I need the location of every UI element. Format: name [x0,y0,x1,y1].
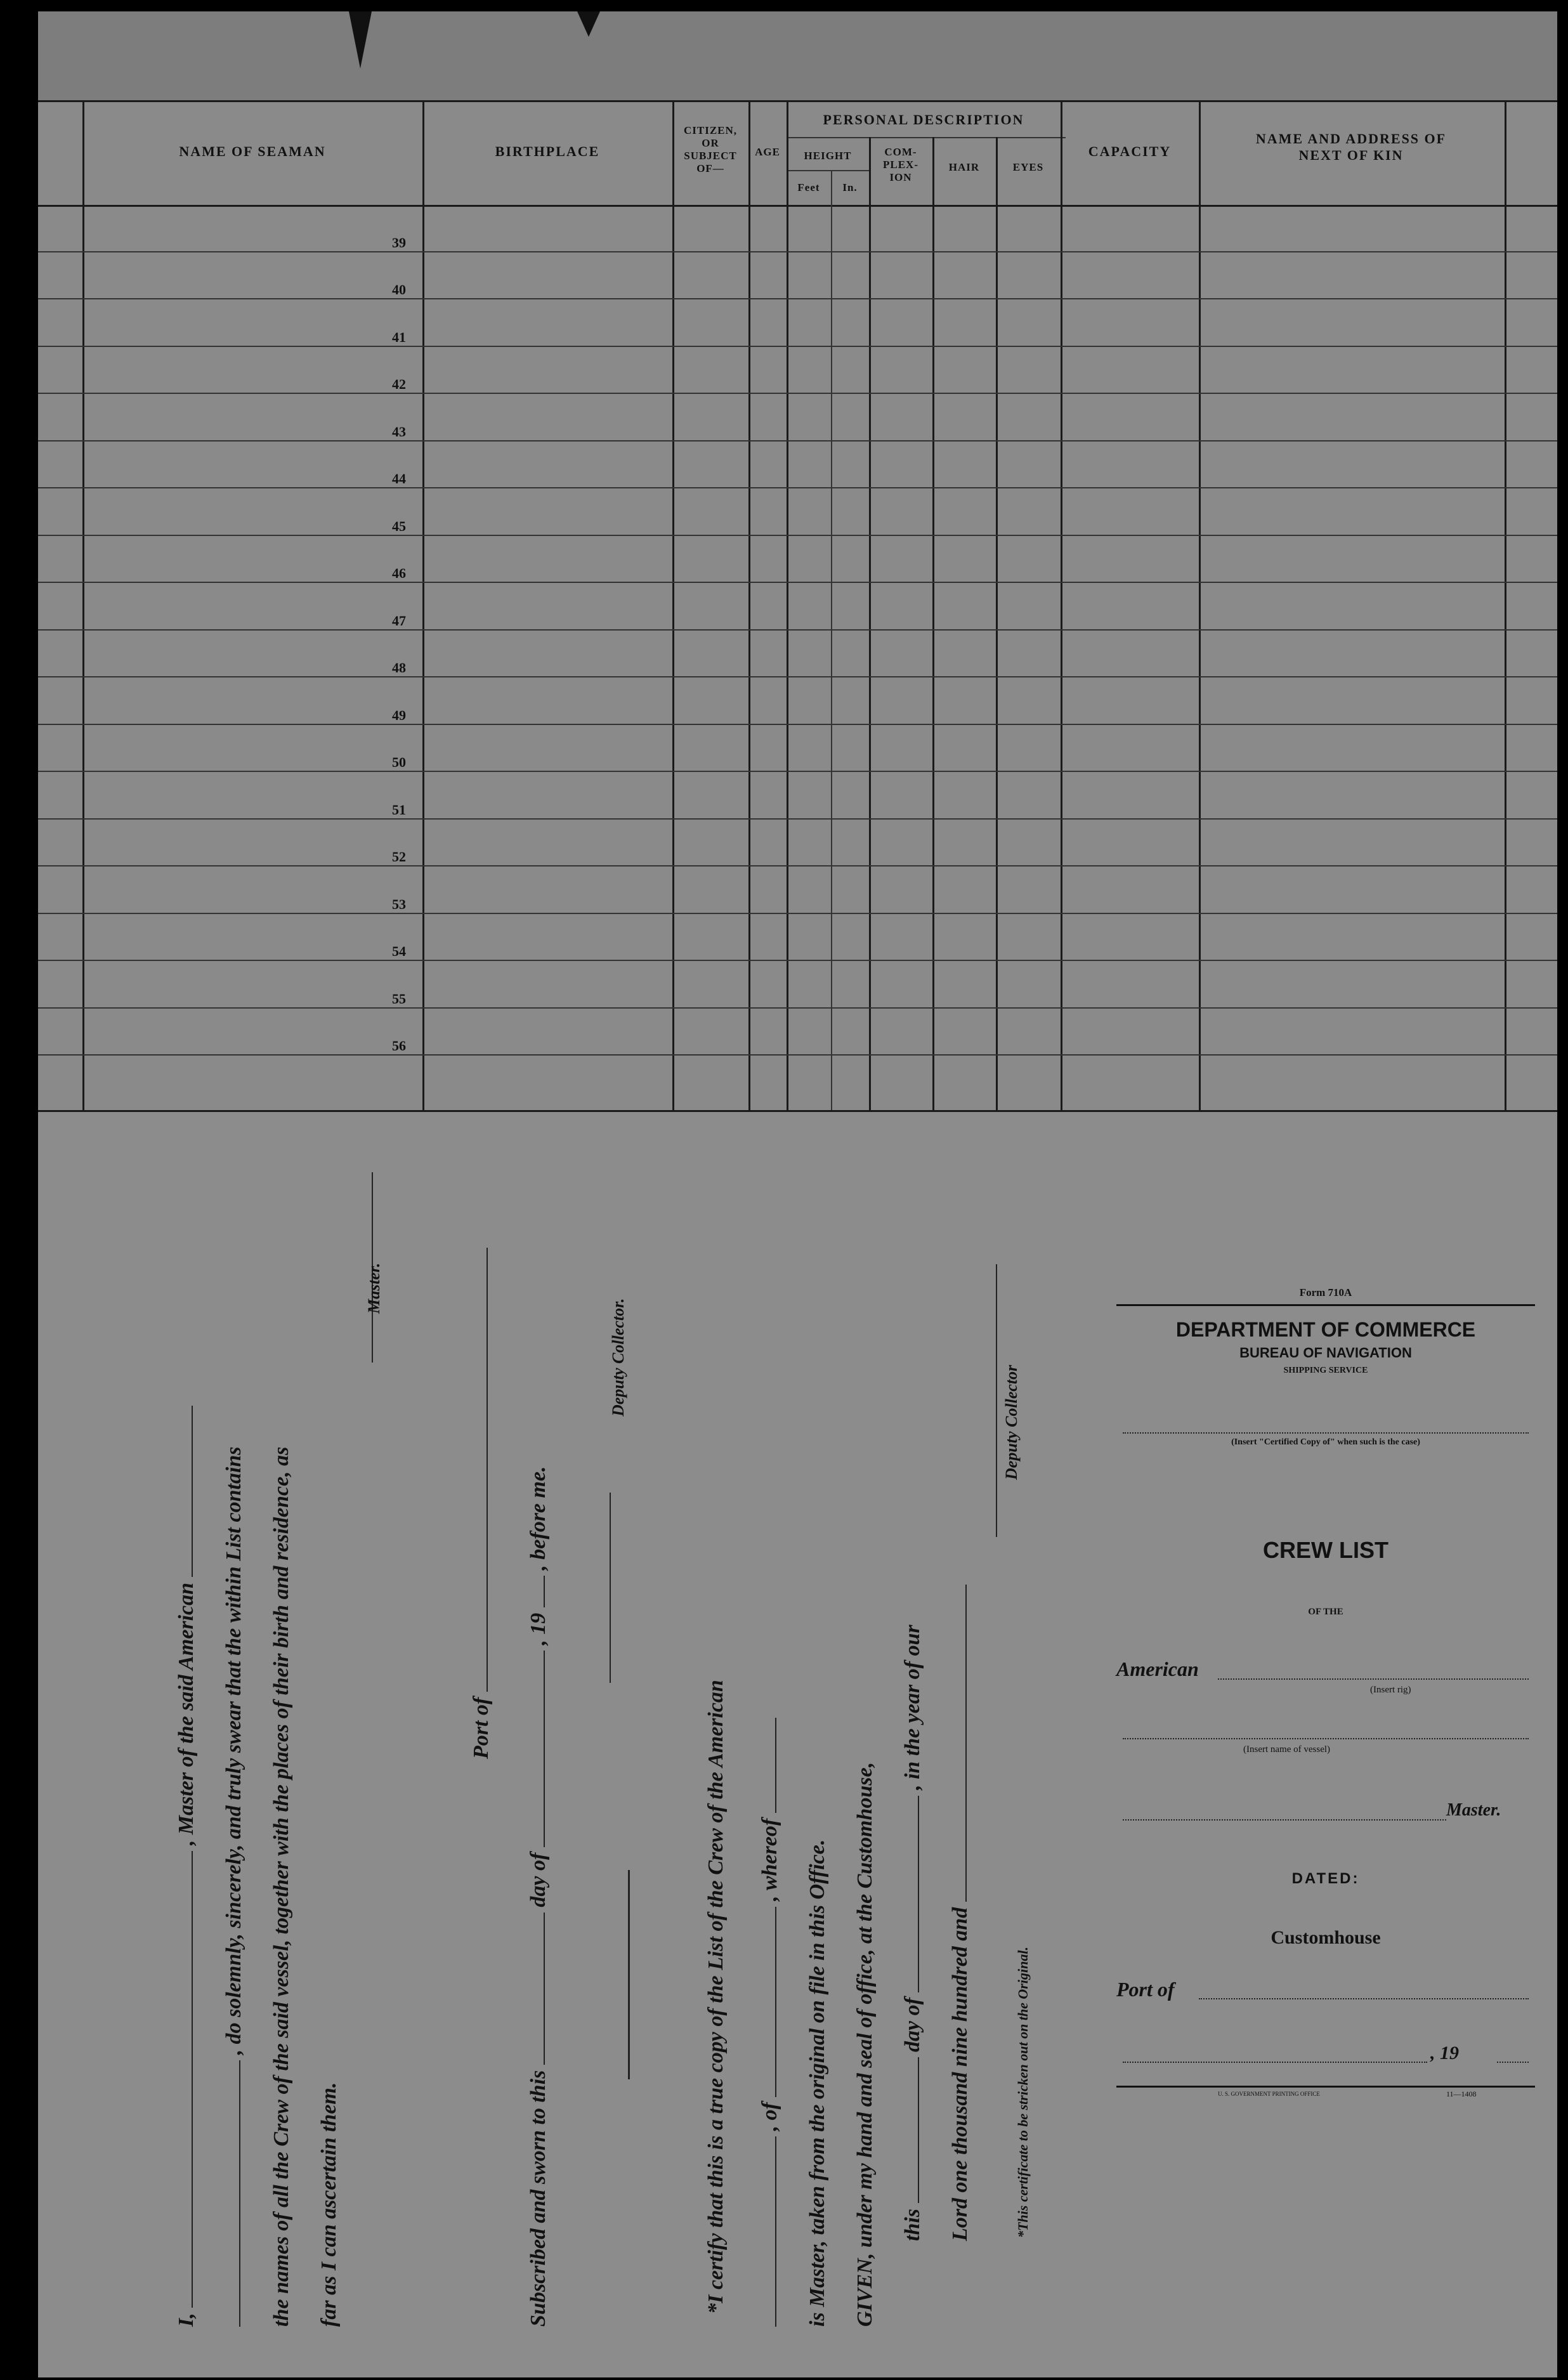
table-row-line [38,346,1557,347]
cover-panel [1116,1286,1535,2111]
certificate-year: , in the year of our [901,1625,924,1791]
table-row-line [38,251,1557,252]
printing-office: U. S. GOVERNMENT PRINTING OFFICE [1218,2091,1320,2097]
oath-line-4: far as I can ascertain them. [317,2082,341,2327]
oath-master-of-american: , Master of the said American [174,1582,198,1846]
row-number: 40 [392,282,406,298]
customhouse-label: Customhouse [1271,1927,1381,1948]
insert-certified-note: (Insert "Certified Copy of" when such is the case) [1231,1437,1420,1447]
before-me-text: , before me. [526,1466,550,1571]
row-number: 56 [392,1038,406,1054]
department-title: DEPARTMENT OF COMMERCE [1175,1318,1476,1341]
oath-subscribed-line [526,1466,551,2327]
table-row-line [38,818,1557,820]
certificate-of: , of [758,2102,781,2131]
table-row-line [38,676,1557,677]
header-feet: Feet [797,181,820,193]
table-row-line [38,960,1557,961]
table-row-line [38,487,1557,488]
crew-table [38,100,1557,1112]
row-number: 50 [392,754,406,770]
header-eyes: EYES [1012,161,1044,173]
header-age: AGE [755,146,780,158]
oath-swear-text: , do solemnly, sincerely, and truly swear that the within List contains [222,1446,245,2055]
certificate-day-of: day of [901,1998,924,2052]
header-citizen: CITIZEN, OR SUBJECT OF— [683,124,738,174]
oath-deputy-collector: Deputy Collector. [609,1298,627,1416]
table-row-line [38,1007,1557,1009]
table-row-line [38,724,1557,725]
row-number: 43 [392,423,406,440]
insert-name: (Insert name of vessel) [1243,1744,1331,1755]
table-row-line [38,1054,1557,1056]
row-number: 42 [392,376,406,392]
certificate-line-4: GIVEN, under my hand and seal of office, at the Customhouse, [853,1762,877,2327]
certificate-line-3: is Master, taken from the original on file in this Office. [806,1839,829,2327]
notch-mark [577,11,600,37]
oath-port-of [469,1248,493,1759]
certificate-whereof: , whereof [758,1818,781,1902]
header-capacity: CAPACITY [1088,143,1172,159]
row-number: 54 [392,943,406,959]
header-next-of-kin: NAME AND ADDRESS OF NEXT OF KIN [1255,131,1447,163]
row-number: 45 [392,518,406,534]
table-row-line [38,582,1557,583]
header-birthplace: BIRTHPLACE [495,143,600,159]
subscribed-text: Subscribed and sworn to this [526,2070,550,2327]
oath-master: Master. [365,1262,383,1314]
dated-label: DATED: [1291,1870,1360,1887]
row-number: 55 [392,990,406,1007]
oath-collector-line [596,1493,615,1683]
row-number: 39 [392,234,406,251]
row-number: 49 [392,707,406,723]
top-margin [38,11,1557,100]
cover-port-of: Port of [1116,1978,1175,2001]
table-row-line [38,535,1557,536]
service-title: SHIPPING SERVICE [1283,1366,1368,1375]
header-hair: HAIR [948,161,980,173]
oath-line-3: the names of all the Crew of the said vessel, together with the places of their birth and residence, as [270,1446,293,2327]
table-row-line [38,298,1557,299]
header-height: HEIGHT [804,150,852,162]
certificate-deputy-collector: Deputy Collector [1002,1364,1021,1480]
insert-rig: (Insert rig) [1370,1685,1411,1695]
bureau-title: BUREAU OF NAVIGATION [1239,1345,1412,1361]
row-number: 47 [392,612,406,629]
certificate-line-6 [948,1585,972,2241]
certificate-line-2 [758,1718,782,2327]
certificate-this: this [901,2208,924,2241]
row-number: 53 [392,896,406,912]
certificate-footnote: *This certificate to be stricken out on the Original. [1015,1947,1031,2238]
row-number: 44 [392,471,406,487]
oath-i: I, [174,2313,198,2327]
cover-form-number: 11—1408 [1446,2089,1477,2098]
form-number: Form 710A [1299,1286,1352,1298]
notch-mark [349,11,372,69]
table-row-line [38,440,1557,441]
row-number: 48 [392,660,406,676]
row-number: 46 [392,565,406,581]
header-name-of-seaman: NAME OF SEAMAN [179,143,326,159]
table-row-line [38,393,1557,394]
certificate-line-1: *I certify that this is a true copy of the List of the Crew of the American [704,1680,728,2314]
american-label: American [1116,1658,1199,1680]
day-of-text: day of [526,1852,550,1907]
crew-list-sheet [38,11,1557,2377]
table-row-line [38,629,1557,631]
cover-master: Master. [1446,1800,1501,1820]
header-inches: In. [842,181,858,193]
row-number: 41 [392,329,406,345]
collector-signature-line [996,1264,997,1537]
certificate-line-5 [901,1625,925,2241]
oath-line-2 [222,1446,246,2327]
port-of-label: Port of [469,1697,493,1759]
table-row-line [38,771,1557,772]
crew-list-title: CREW LIST [1263,1537,1388,1563]
of-the-text: OF THE [1308,1607,1343,1617]
cover-year-19: , 19 [1430,2043,1459,2063]
table-row-line [38,913,1557,914]
row-number: 51 [392,801,406,818]
oath-line-1 [174,1406,199,2327]
certificate-lord: Lord one thousand nine hundred and [948,1907,972,2241]
header-personal-description: PERSONAL DESCRIPTION [823,112,1024,128]
year-19: , 19 [526,1612,550,1645]
table-row-line [38,865,1557,866]
header-complexion: COM- PLEX- ION [883,146,918,183]
signature-line [628,1870,630,2079]
row-number: 52 [392,849,406,865]
